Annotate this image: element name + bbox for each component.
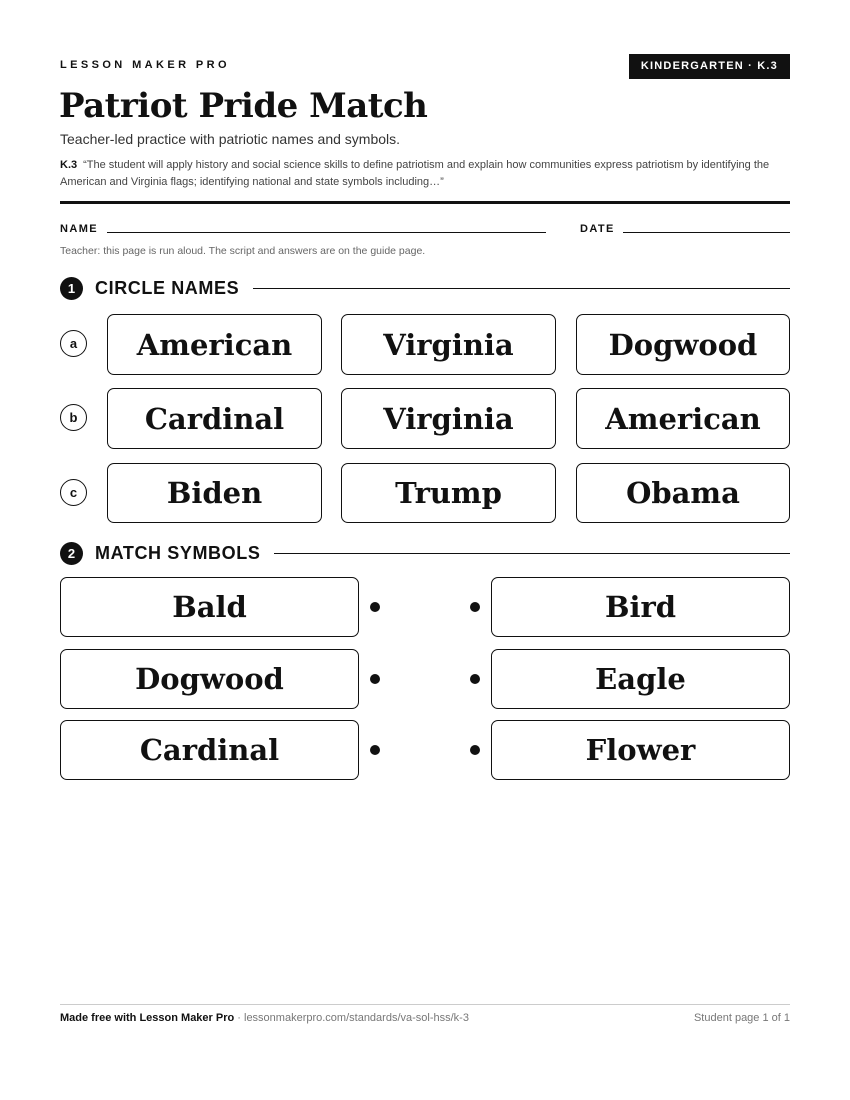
worksheet-title: Patriot Pride Match — [59, 86, 428, 126]
word-box-a-1[interactable]: American — [107, 314, 322, 375]
word-box-a-3[interactable]: Dogwood — [576, 314, 790, 375]
word-box-b-1[interactable]: Cardinal — [107, 388, 322, 449]
section-2-number: 2 — [60, 542, 83, 565]
footer-divider — [60, 1004, 790, 1005]
word-box-c-2[interactable]: Trump — [341, 463, 556, 523]
match-right-3[interactable]: Flower — [491, 720, 790, 780]
footer-credit — [60, 1012, 469, 1024]
grade-badge: KINDERGARTEN · K.3 — [629, 54, 790, 79]
word-box-c-3[interactable]: Obama — [576, 463, 790, 523]
match-dot-left-2[interactable] — [370, 674, 380, 684]
date-label: DATE — [580, 223, 615, 235]
match-right-1[interactable]: Bird — [491, 577, 790, 637]
section-2-header — [60, 541, 790, 565]
match-left-1[interactable]: Bald — [60, 577, 359, 637]
word-box-b-3[interactable]: American — [576, 388, 790, 449]
worksheet-subtitle: Teacher-led practice with patriotic names and symbols. — [60, 131, 401, 147]
teacher-note: Teacher: this page is run aloud. The script and answers are on the guide page. — [60, 245, 426, 257]
match-dot-left-1[interactable] — [370, 602, 380, 612]
standard-description — [60, 157, 790, 191]
match-dot-right-1[interactable] — [470, 602, 480, 612]
section-1-header — [60, 276, 790, 300]
standard-code: K.3 — [60, 159, 78, 171]
word-box-c-1[interactable]: Biden — [107, 463, 322, 523]
match-left-3[interactable]: Cardinal — [60, 720, 359, 780]
brand-name: LESSON MAKER PRO — [60, 59, 230, 71]
match-dot-right-2[interactable] — [470, 674, 480, 684]
footer-url[interactable]: · lessonmakerpro.com/standards/va-sol-hss/k-3 — [234, 1012, 469, 1024]
match-dot-left-3[interactable] — [370, 745, 380, 755]
footer-maker: Made free with Lesson Maker Pro — [60, 1012, 235, 1024]
section-2-title: MATCH SYMBOLS — [95, 542, 261, 563]
match-dot-right-3[interactable] — [470, 745, 480, 755]
header-divider — [60, 201, 790, 204]
section-2-rule — [274, 553, 790, 554]
section-1-title: CIRCLE NAMES — [95, 277, 240, 298]
section-1-rule — [253, 288, 790, 289]
footer-page-number: Student page 1 of 1 — [693, 1012, 790, 1024]
word-box-a-2[interactable]: Virginia — [341, 314, 556, 375]
standard-text: “The student will apply history and social science skills to define patriotism and explain how communities express patriotism by identifying the American and Virginia flags; identifying national and state symbols including…” — [60, 159, 770, 188]
match-right-2[interactable]: Eagle — [491, 649, 790, 709]
word-box-b-2[interactable]: Virginia — [341, 388, 556, 449]
name-field[interactable] — [107, 232, 546, 233]
date-field[interactable] — [623, 232, 790, 233]
section-1-number: 1 — [60, 277, 83, 300]
row-label-a: a — [60, 330, 87, 357]
row-label-c: c — [60, 479, 87, 506]
name-label: NAME — [60, 223, 98, 235]
row-label-b: b — [60, 404, 87, 431]
match-left-2[interactable]: Dogwood — [60, 649, 359, 709]
